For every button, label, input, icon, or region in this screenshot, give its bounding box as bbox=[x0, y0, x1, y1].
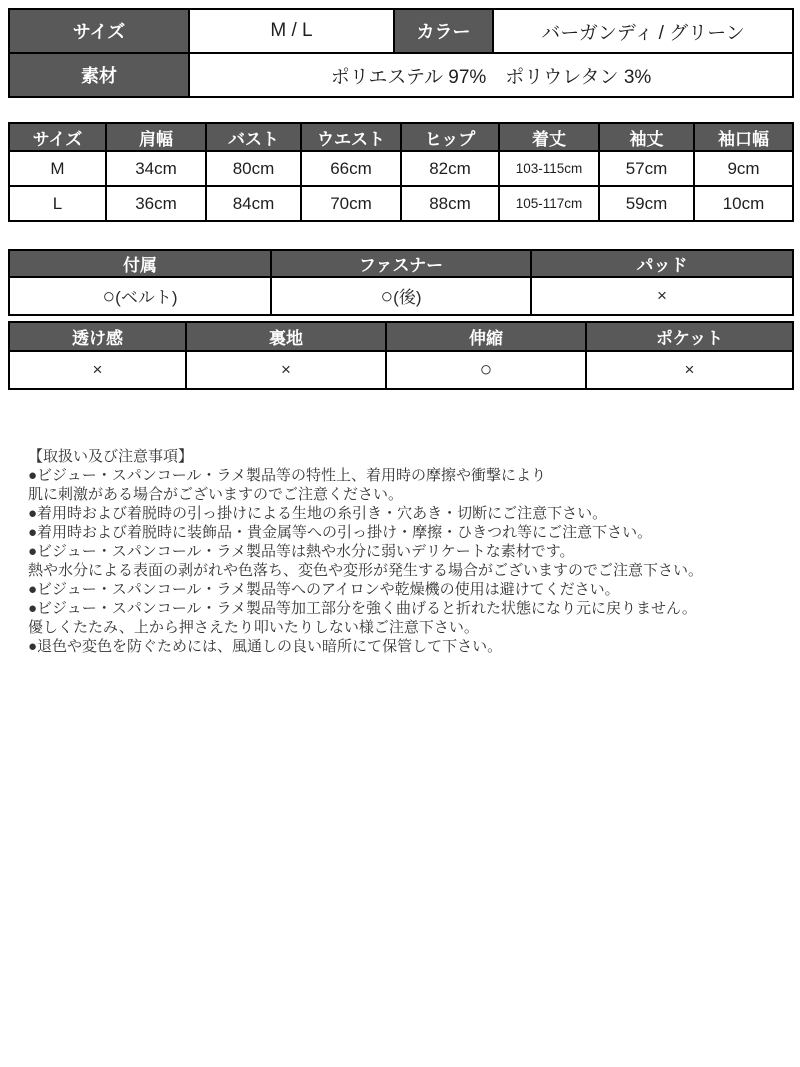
stretch-value bbox=[386, 351, 586, 389]
size-label: サイズ bbox=[9, 9, 189, 53]
cell-length: 105-117cm bbox=[499, 186, 599, 221]
fastener-value bbox=[271, 277, 531, 315]
circle-mark: ○ bbox=[380, 285, 394, 308]
col-header-sheer: 透け感 bbox=[9, 322, 186, 351]
care-note-line: 優しくたたみ、上から押さえたり叩いたりしない様ご注意下さい。 bbox=[28, 619, 479, 636]
care-note-line: 熱や水分による表面の剥がれや色落ち、変色や変形が発生する場合がございますのでご注意下さい。 bbox=[28, 562, 704, 579]
fastener-note: (後) bbox=[393, 288, 422, 307]
col-header-length: 着丈 bbox=[499, 123, 599, 151]
cross-mark: × bbox=[657, 286, 667, 305]
pocket-value bbox=[586, 351, 793, 389]
col-header-waist: ウエスト bbox=[301, 123, 401, 151]
col-header-stretch: 伸縮 bbox=[386, 322, 586, 351]
accessory-value bbox=[9, 277, 271, 315]
features-table-1 bbox=[8, 249, 794, 316]
col-header-accessory: 付属 bbox=[9, 250, 271, 277]
table-row bbox=[9, 53, 793, 97]
info-table bbox=[8, 8, 794, 98]
cell-cuff: 9cm bbox=[694, 151, 793, 186]
measurements-header-row bbox=[9, 123, 793, 151]
material-value: ポリエステル 97% ポリウレタン 3% bbox=[189, 53, 793, 97]
cell-length: 103-115cm bbox=[499, 151, 599, 186]
cell-sleeve: 57cm bbox=[599, 151, 694, 186]
col-header-bust: バスト bbox=[206, 123, 301, 151]
circle-mark: ○ bbox=[479, 358, 493, 381]
care-note-line: ●着用時および着脱時に装飾品・貴金属等への引っ掛け・摩擦・ひきつれ等にご注意下さい。 bbox=[28, 524, 653, 541]
care-note-line: 肌に刺激がある場合がございますのでご注意ください。 bbox=[28, 486, 404, 503]
circle-mark: ○ bbox=[102, 285, 116, 308]
cell-bust: 84cm bbox=[206, 186, 301, 221]
cell-shoulder: 34cm bbox=[106, 151, 206, 186]
col-header-size: サイズ bbox=[9, 123, 106, 151]
material-label: 素材 bbox=[9, 53, 189, 97]
table-row-m bbox=[9, 151, 793, 186]
col-header-sleeve: 袖丈 bbox=[599, 123, 694, 151]
cross-mark: × bbox=[281, 360, 291, 379]
cell-hip: 82cm bbox=[401, 151, 499, 186]
features1-value-row bbox=[9, 277, 793, 315]
care-note-line: ●ビジュー・スパンコール・ラメ製品等へのアイロンや乾燥機の使用は避けてください。 bbox=[28, 581, 620, 598]
features2-value-row bbox=[9, 351, 793, 389]
lining-value bbox=[186, 351, 386, 389]
col-header-pad: パッド bbox=[531, 250, 793, 277]
cell-shoulder: 36cm bbox=[106, 186, 206, 221]
accessory-note: (ベルト) bbox=[115, 288, 178, 307]
color-value: バーガンディ / グリーン bbox=[493, 9, 793, 53]
care-notes bbox=[28, 447, 788, 656]
col-header-fastener: ファスナー bbox=[271, 250, 531, 277]
cell-waist: 70cm bbox=[301, 186, 401, 221]
cell-waist: 66cm bbox=[301, 151, 401, 186]
care-notes-title: 【取扱い及び注意事項】 bbox=[28, 448, 194, 465]
cell-cuff: 10cm bbox=[694, 186, 793, 221]
col-header-pocket: ポケット bbox=[586, 322, 793, 351]
features1-header-row bbox=[9, 250, 793, 277]
care-note-line: ●着用時および着脱時の引っ掛けによる生地の糸引き・穴あき・切断にご注意下さい。 bbox=[28, 505, 608, 522]
col-header-shoulder: 肩幅 bbox=[106, 123, 206, 151]
cell-bust: 80cm bbox=[206, 151, 301, 186]
care-note-line: ●ビジュー・スパンコール・ラメ製品等加工部分を強く曲げると折れた状態になり元に戻りません。 bbox=[28, 600, 697, 617]
cross-mark: × bbox=[92, 360, 103, 379]
table-row-l bbox=[9, 186, 793, 221]
table-row bbox=[9, 9, 793, 53]
col-header-lining: 裏地 bbox=[186, 322, 386, 351]
sheer-value bbox=[9, 351, 186, 389]
color-label: カラー bbox=[394, 9, 493, 53]
cell-size: L bbox=[9, 186, 106, 221]
pad-value bbox=[531, 277, 793, 315]
cell-sleeve: 59cm bbox=[599, 186, 694, 221]
size-value: M / L bbox=[189, 9, 394, 53]
cell-hip: 88cm bbox=[401, 186, 499, 221]
cross-mark: × bbox=[684, 360, 695, 379]
col-header-hip: ヒップ bbox=[401, 123, 499, 151]
measurements-table bbox=[8, 122, 794, 222]
col-header-cuff: 袖口幅 bbox=[694, 123, 793, 151]
cell-size: M bbox=[9, 151, 106, 186]
care-note-line: ●退色や変色を防ぐためには、風通しの良い暗所にて保管して下さい。 bbox=[28, 638, 503, 655]
features2-header-row bbox=[9, 322, 793, 351]
care-note-line: ●ビジュー・スパンコール・ラメ製品等は熱や水分に弱いデリケートな素材です。 bbox=[28, 543, 575, 560]
features-table-2 bbox=[8, 321, 794, 390]
care-note-line: ●ビジュー・スパンコール・ラメ製品等の特性上、着用時の摩擦や衝撃により bbox=[28, 467, 547, 484]
